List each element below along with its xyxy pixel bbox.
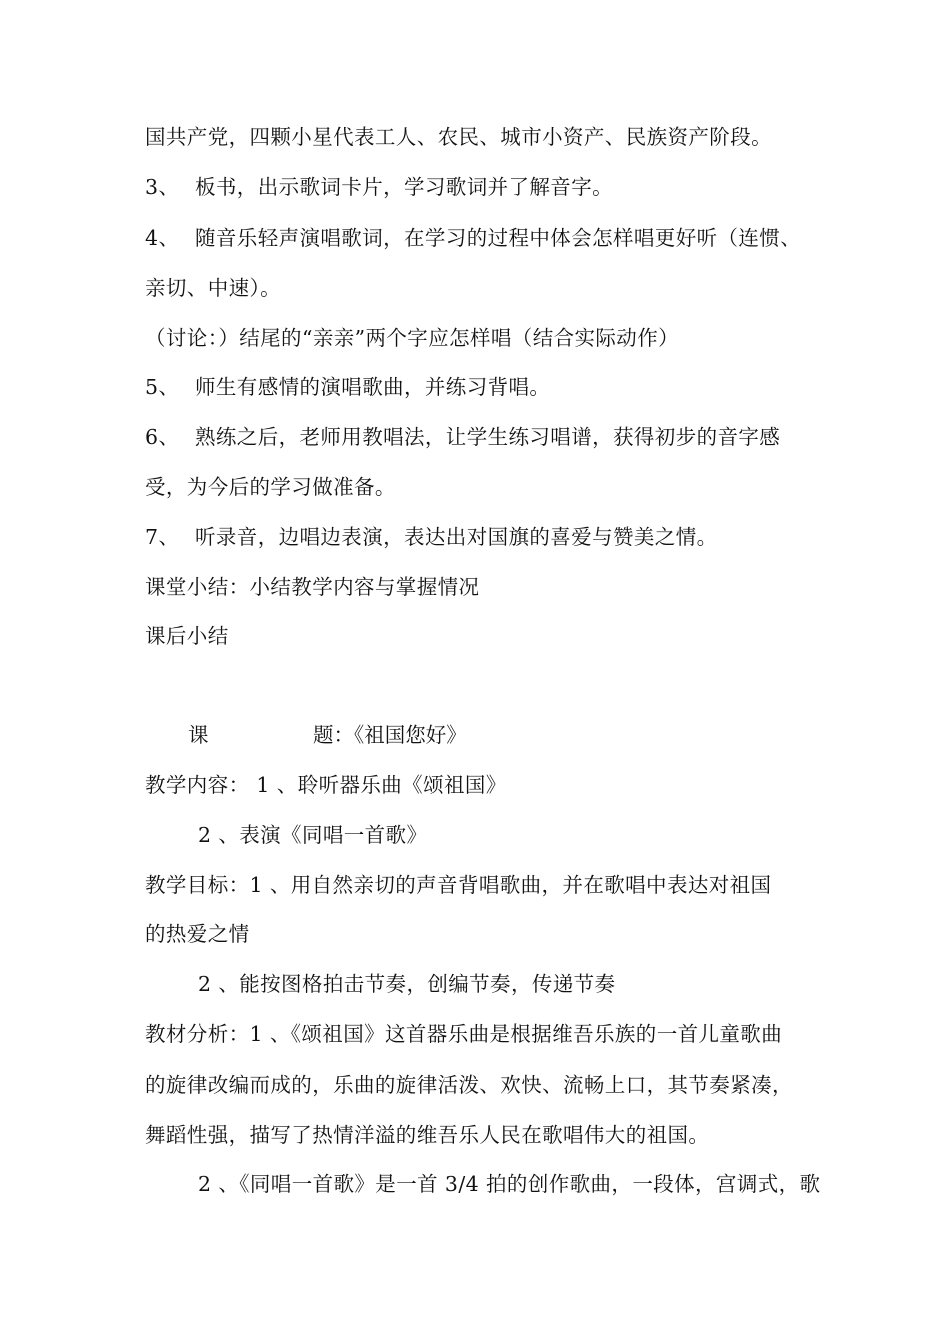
step-text: 板书，出示歌词卡片，学习歌词并了解音字。 <box>195 175 613 199</box>
step-number: 6、 <box>145 425 180 449</box>
discussion-line: （讨论：）结尾的“亲亲”两个字应怎样唱（结合实际动作） <box>145 326 680 350</box>
step-text: 随音乐轻声演唱歌词，在学习的过程中体会怎样唱更好听（连惯、 <box>195 226 802 250</box>
material-analysis: 教材分析：1 、《颂祖国》这首器乐曲是根据维吾乐族的一首儿童歌曲 <box>145 1022 783 1046</box>
step-5 <box>145 373 550 401</box>
teaching-goal-cont: 的热爱之情 <box>145 922 250 946</box>
step-7 <box>145 523 718 551</box>
material-analysis-cont: 的旋律改编而成的，乐曲的旋律活泼、欢快、流畅上口，其节奏紧凑， <box>145 1073 793 1097</box>
text-line: 受，为今后的学习做准备。 <box>145 475 396 499</box>
step-number: 5、 <box>145 375 180 399</box>
text-line: 国共产党，四颗小星代表工人、农民、城市小资产、民族资产阶段。 <box>145 125 772 149</box>
material-analysis-cont: 舞蹈性强，描写了热情洋溢的维吾乐人民在歌唱伟大的祖国。 <box>145 1123 710 1147</box>
teaching-content: 教学内容： 1 、聆听器乐曲《颂祖国》 <box>145 773 507 797</box>
step-text: 熟练之后，老师用教唱法，让学生练习唱谱，获得初步的音字感 <box>195 425 781 449</box>
lesson-title-label: 课 <box>188 723 209 747</box>
step-text: 听录音，边唱边表演，表达出对国旗的喜爱与赞美之情。 <box>195 525 718 549</box>
step-number: 4、 <box>145 226 180 250</box>
step-number: 7、 <box>145 525 180 549</box>
teaching-goal-2: 2 、能按图格拍击节奏，创编节奏，传递节奏 <box>198 972 616 996</box>
teaching-content-2: 2 、表演《同唱一首歌》 <box>198 823 428 847</box>
class-summary: 课堂小结：小结教学内容与掌握情况 <box>145 575 480 599</box>
teaching-goal: 教学目标：1 、用自然亲切的声音背唱歌曲，并在歌唱中表达对祖国 <box>145 873 772 897</box>
material-analysis-2: 2 、《同唱一首歌》是一首 3/4 拍的创作歌曲，一段体，宫调式，歌 <box>198 1172 821 1196</box>
text-line: 亲切、中速）。 <box>145 276 282 300</box>
after-class-summary: 课后小结 <box>145 624 229 648</box>
step-4 <box>145 224 801 252</box>
step-6 <box>145 423 780 451</box>
step-text: 师生有感情的演唱歌曲，并练习背唱。 <box>195 375 551 399</box>
lesson-title: 题：《祖国您好》 <box>313 723 467 747</box>
step-number: 3、 <box>145 175 180 199</box>
step-3 <box>145 173 613 201</box>
